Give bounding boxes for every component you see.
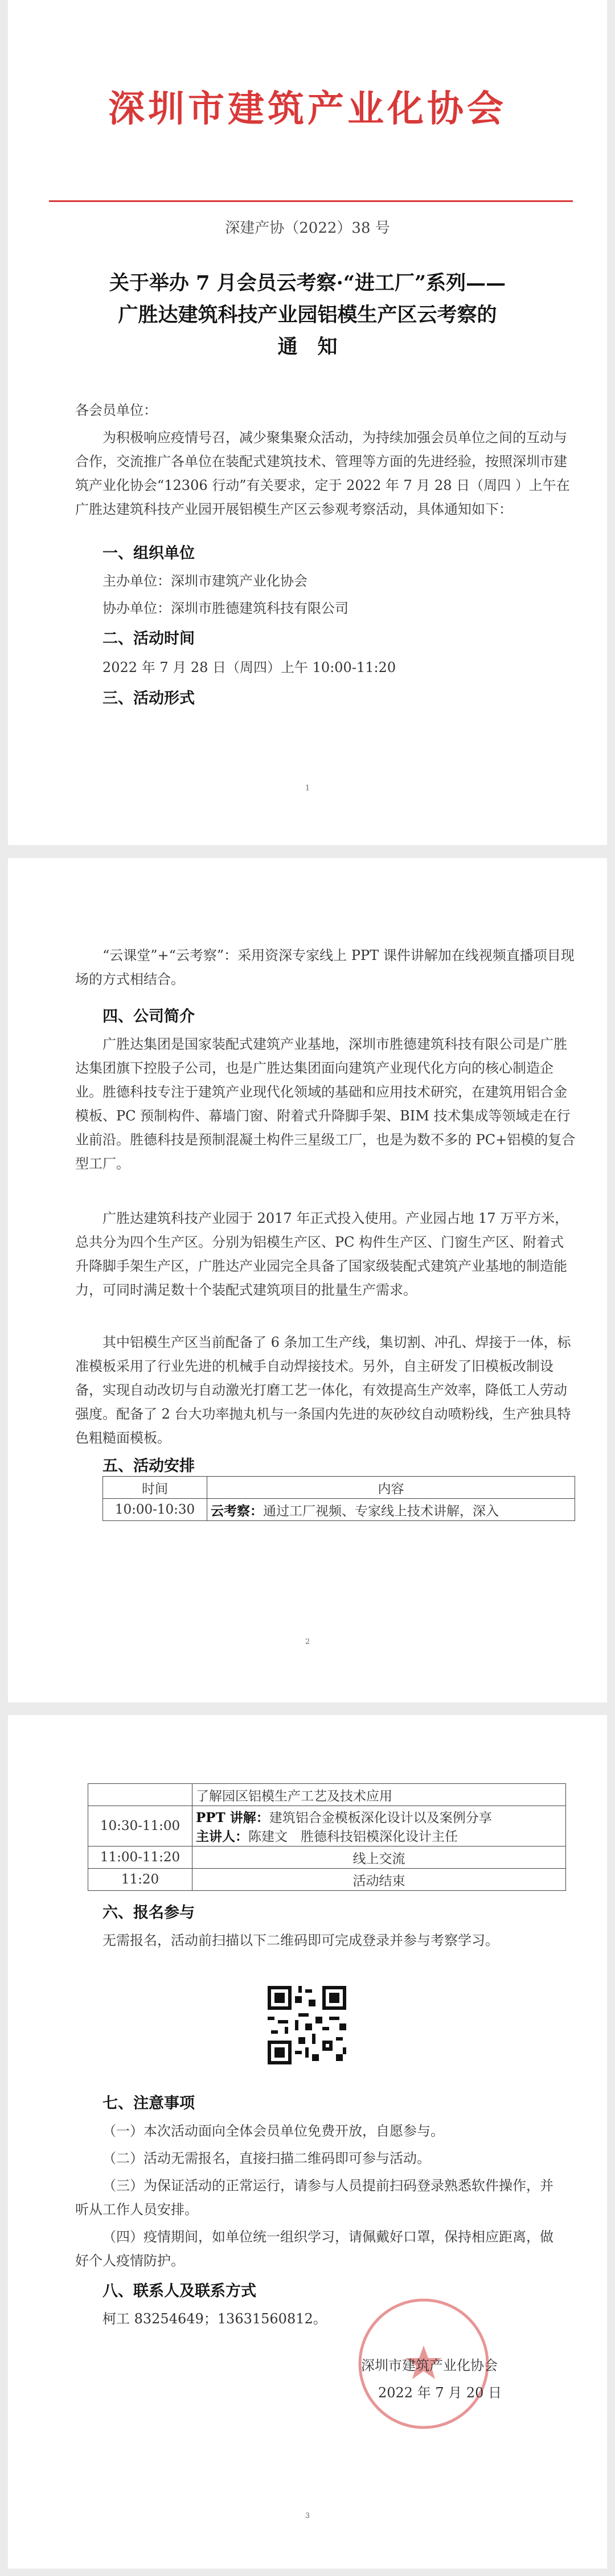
intro-paragraph: 为积极响应疫情号召，减少聚集聚众活动，为持续加强会员单位之间的互动与合作，交流推广各单位在装配式建筑技术、管理等方面的先进经验，按照深圳市建筑产业化协会“12306 行动”有关要求，定于 2022 年 7 月 28 日（周四 ）上午在广胜达建筑科技产业园开展铝模生产区云参观考察活动，具体通知如下： <box>75 430 570 517</box>
page-number: 3 <box>305 2512 310 2520</box>
row-time: 10:00-10:30 <box>103 1499 207 1521</box>
row-content: 线上交流 <box>192 1847 566 1869</box>
salutation: 各会员单位： <box>75 402 157 418</box>
ppt-label: PPT 讲解： <box>196 1810 269 1825</box>
row-time <box>88 1784 192 1806</box>
row-content-label: 云考察： <box>211 1503 263 1519</box>
company-paragraph-2: 广胜达建筑科技产业园于 2017 年正式投入使用。产业园占地 17 万平方米，总共分为四个生产区。分别为铝模生产区、PC 构件生产区、门窗生产区、附着式升降脚手架生产区，广胜达产业园完全具备了国家级装配式建筑产业基地的制造能力，可同时满足数十个装配式建筑项目的批量生产需求。 <box>75 1210 569 1298</box>
section-heading-organizers: 一、组织单位 <box>102 545 195 562</box>
ppt-text: 建筑铝合金模板深化设计以及案例分享 <box>269 1811 492 1825</box>
note-2: （二）活动无需报名，直接扫描二维码即可参与活动。 <box>102 2150 430 2166</box>
note-1: （一）本次活动面向全体会员单位免费开放，自愿参与。 <box>102 2123 444 2139</box>
signature-date: 2022 年 7 月 20 日 <box>378 2385 502 2401</box>
speaker-line <box>196 1826 562 1845</box>
document-page-3 <box>8 1715 607 2569</box>
section-heading-signup: 六、报名参与 <box>102 1904 195 1922</box>
row-content <box>192 1806 566 1847</box>
schedule-table-continued <box>88 1783 566 1891</box>
table-row <box>88 1847 566 1869</box>
row-content <box>207 1499 575 1521</box>
title-line-1: 关于举办 7 月会员云考察·“进工厂”系列—— <box>109 271 506 295</box>
table-row <box>88 1806 566 1847</box>
table-row <box>88 1784 566 1806</box>
row-time: 10:30-11:00 <box>88 1806 192 1847</box>
col-header-time: 时间 <box>103 1477 207 1499</box>
row-content: 活动结束 <box>192 1869 566 1891</box>
signup-text: 无需报名，活动前扫描以下二维码即可完成登录并参与考察学习。 <box>102 1932 499 1948</box>
section-heading-company: 四、公司简介 <box>102 1008 195 1025</box>
table-row <box>103 1499 575 1521</box>
page-number: 1 <box>305 784 310 793</box>
association-letterhead: 深圳市建筑产业化协会 <box>108 88 507 130</box>
company-paragraph-1: 广胜达集团是国家装配式建筑产业基地，深圳市胜德建筑科技有限公司是广胜达集团旗下控股子公司，也是广胜达集团面向建筑产业现代化方向的核心制造企业。胜德科技专注于建筑产业现代化领域的基础和应用技术研究，在建筑用铝合金模板、PC 预制构件、幕墙门窗、附着式升降脚手架、BIM 技术集成等领域走在行业前沿。胜德科技是预制混凝土构件三星级工厂，也是为数不多的 PC+铝模的复合型工厂。 <box>75 1036 576 1172</box>
host-unit: 主办单位：深圳市建筑产业化协会 <box>102 573 308 589</box>
signature-organization: 深圳市建筑产业化协会 <box>361 2357 498 2373</box>
title-line-3: 通 知 <box>277 335 338 358</box>
section-heading-time: 二、活动时间 <box>102 630 195 648</box>
row-content-text: 通过工厂视频、专家线上技术讲解，深入 <box>263 1503 499 1519</box>
schedule-table <box>102 1476 575 1521</box>
speaker-text: 陈建文 胜德科技铝模深化设计主任 <box>248 1829 458 1844</box>
letterhead-divider <box>49 200 573 202</box>
company-paragraph-3: 其中铝模生产区当前配备了 6 条加工生产线，集切割、冲孔、焊接于一体，标准模板采用了行业先进的机械手自动焊接技术。另外，自主研发了旧模板改制设备，实现自动改切与自动激光打磨工艺一体化，有效提高生产效率，降低工人劳动强度。配备了 2 台大功率抛丸机与一条国内先进的灰砂纹自动喷粉线，生产独具特色粗糙面模板。 <box>75 1334 571 1446</box>
notice-title <box>48 267 567 363</box>
section-heading-schedule: 五、活动安排 <box>102 1457 195 1475</box>
title-line-2: 广胜达建筑科技产业园铝模生产区云考察的 <box>118 303 497 327</box>
co-host-unit: 协办单位：深圳市胜德建筑科技有限公司 <box>102 600 348 616</box>
row-time: 11:20 <box>88 1869 192 1891</box>
table-header-row <box>103 1477 575 1499</box>
note-3: （三）为保证活动的正常运行，请参与人员提前扫码登录熟悉软件操作，并听从工作人员安排。 <box>75 2178 554 2218</box>
ppt-line <box>196 1807 562 1826</box>
speaker-label: 主讲人： <box>196 1829 248 1844</box>
contact-info: 柯工 83254649；13631560812。 <box>102 2311 327 2327</box>
section-heading-format: 三、活动形式 <box>102 690 195 707</box>
format-paragraph: “云课堂”+“云考察”：采用资深专家线上 PPT 课件讲解加在线视频直播项目现场的方式相结合。 <box>75 947 575 987</box>
event-time: 2022 年 7 月 28 日（周四）上午 10:00-11:20 <box>102 660 396 675</box>
document-number: 深建产协（2022）38 号 <box>225 220 390 237</box>
document-page-1 <box>8 0 607 845</box>
document-page-2 <box>8 858 607 1703</box>
page-number: 2 <box>305 1638 310 1646</box>
col-header-content: 内容 <box>207 1477 575 1499</box>
table-row <box>88 1869 566 1891</box>
row-time: 11:00-11:20 <box>88 1847 192 1869</box>
section-heading-notes: 七、注意事项 <box>102 2095 195 2112</box>
qr-code-icon[interactable] <box>264 1983 350 2068</box>
note-4: （四）疫情期间，如单位统一组织学习，请佩戴好口罩，保持相应距离，做好个人疫情防护。 <box>75 2229 554 2269</box>
row-content: 了解园区铝模生产工艺及技术应用 <box>192 1784 566 1806</box>
section-heading-contact: 八、联系人及联系方式 <box>102 2282 256 2300</box>
